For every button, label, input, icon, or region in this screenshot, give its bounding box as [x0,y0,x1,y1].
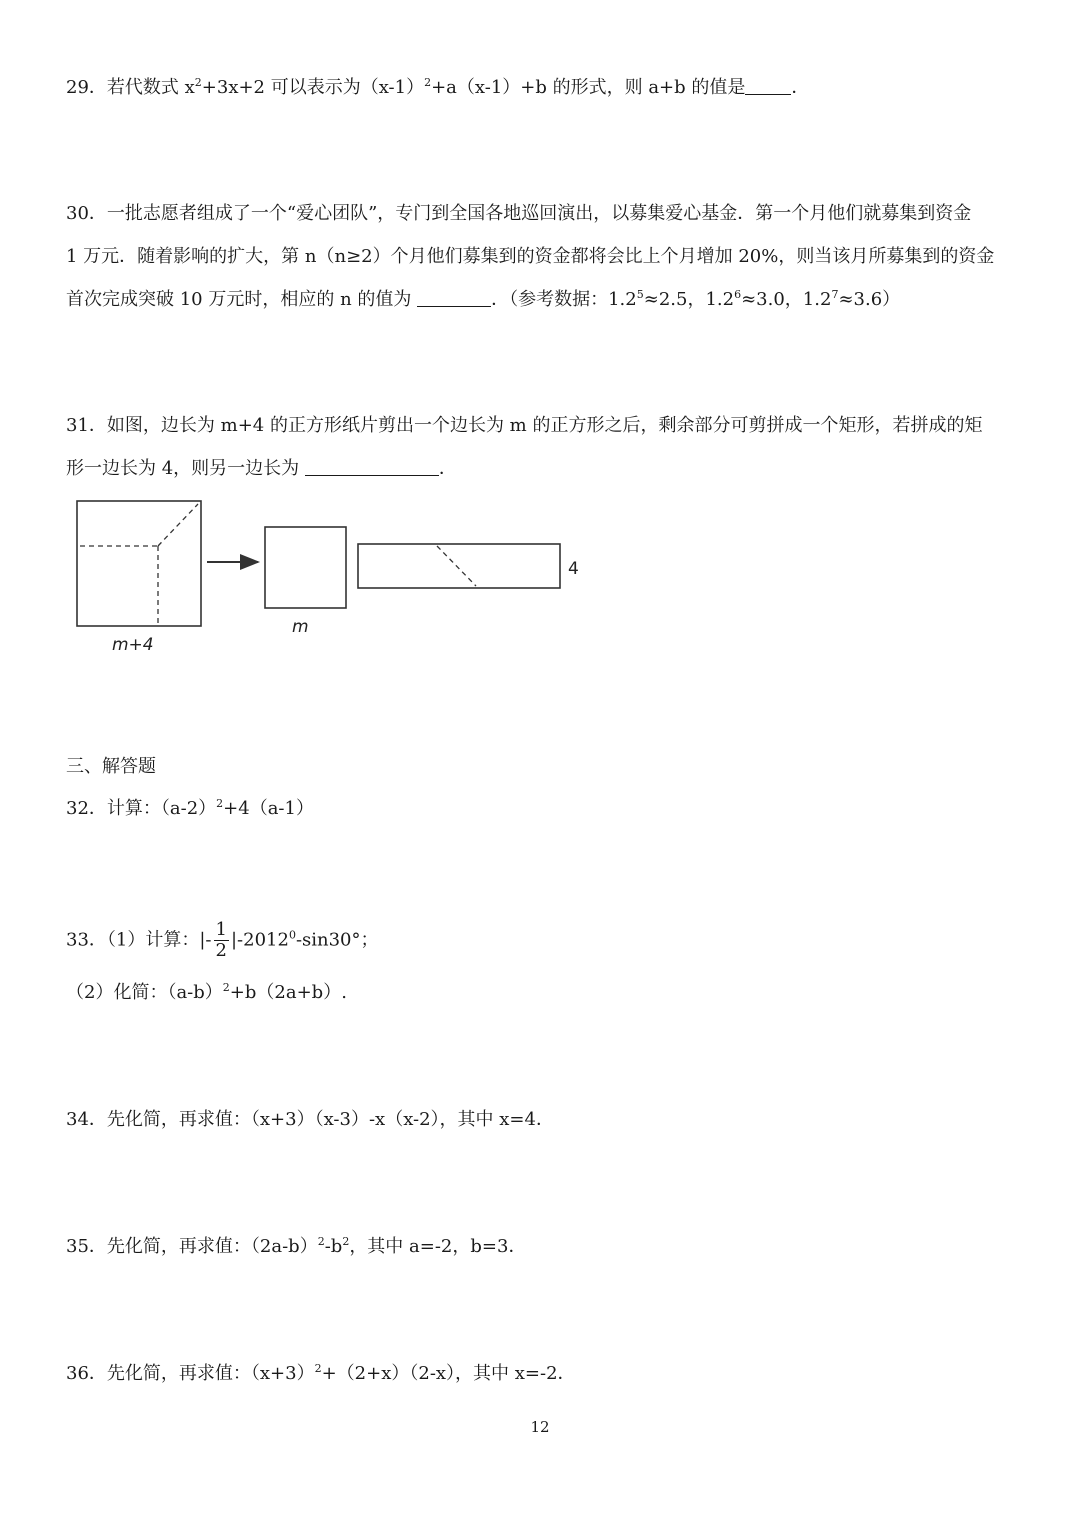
q30-exp-5: 5 [636,288,644,301]
label-m: m [292,617,309,637]
fraction-denominator: 2 [215,940,227,961]
q30-line-1: 30．一批志愿者组成了一个“爱心团队”，专门到全国各地巡回演出，以募集爱心基金．第一个月他们就募集到资金 [66,203,972,224]
rectangle-figure [358,544,560,588]
question-34: 34．先化简，再求值：（x+3）（x-3）-x（x-2），其中 x=4． [66,1109,554,1130]
q33-text-e: +b（2a+b）. [229,982,347,1003]
q30-text-d: ≈3.0，1.2 [741,289,832,310]
q33-text-d: （2）化简：（a-b） [66,982,223,1003]
q30-text-b: ．（参考数据：1.2 [491,289,637,310]
question-33-part-1 [66,920,379,961]
q30-text-e: ≈3.6） [838,289,901,310]
q31-text-b: ． [438,458,457,479]
q36-exp: 2 [314,1362,322,1375]
fraction-one-half [214,920,229,961]
q33-text-b: |-2012 [230,929,289,951]
question-32 [66,797,314,821]
q36-text-2: +（2+x）（2-x），其中 x=-2． [321,1363,576,1384]
q32-text-2: +4（a-1） [223,798,314,819]
q33-exp-0: 0 [288,928,296,942]
question-35 [66,1235,526,1259]
q35-text-1: 35．先化简，再求值：（2a-b） [66,1236,318,1257]
q30-exp-6: 6 [734,288,742,301]
q31-line-1: 31．如图，边长为 m+4 的正方形纸片剪出一个边长为 m 的正方形之后，剩余部分可剪拼成一个矩形，若拼成的矩 [66,415,983,436]
question-33-part-2 [66,981,347,1005]
q29-text-3: +a（x-1）+b 的形式，则 a+b 的值是 [431,77,746,98]
q31-text-a: 形一边长为 4，则另一边长为 [66,458,305,479]
q35-text-2: -b [324,1236,343,1257]
q33-text-c: -sin30°； [295,929,379,951]
question-36 [66,1362,576,1386]
label-4: 4 [568,559,579,579]
q29-exp-2: 2 [424,76,432,89]
q29-text-1: 若代数式 x [106,77,195,98]
q29-number: 29． [66,77,107,98]
q30-text-a: 首次完成突破 10 万元时，相应的 n 的值为 [66,289,418,310]
q35-exp-2: 2 [342,1235,350,1248]
q30-exp-7: 7 [831,288,839,301]
q35-exp-1: 2 [317,1235,325,1248]
q36-text-1: 36．先化简，再求值：（x+3） [66,1363,315,1384]
page-number: 12 [530,1418,550,1436]
label-m-plus-4: m+4 [112,635,154,655]
q32-text-1: 32．计算：（a-2） [66,798,217,819]
q33-exp-2: 2 [222,981,230,994]
q32-exp: 2 [216,797,224,810]
q29-text-2: +3x+2 可以表示为（x-1） [201,77,425,98]
big-square-figure [77,501,201,626]
section-heading: 三、解答题 [66,756,156,777]
q30-line-2: 1 万元．随着影响的扩大，第 n（n≥2）个月他们募集到的资金都将会比上个月增加 20%，则当该月所募集到的资金 [66,246,995,267]
q29-exp-1: 2 [194,76,202,89]
q30-text-c: ≈2.5，1.2 [643,289,735,310]
fraction-numerator: 1 [215,919,227,940]
small-square-figure [265,527,346,608]
q35-text-3: ，其中 a=-2，b=3． [349,1236,527,1257]
q29-text-4: ． [791,77,810,98]
q33-text-a: 33．（1）计算：|- [66,929,212,951]
